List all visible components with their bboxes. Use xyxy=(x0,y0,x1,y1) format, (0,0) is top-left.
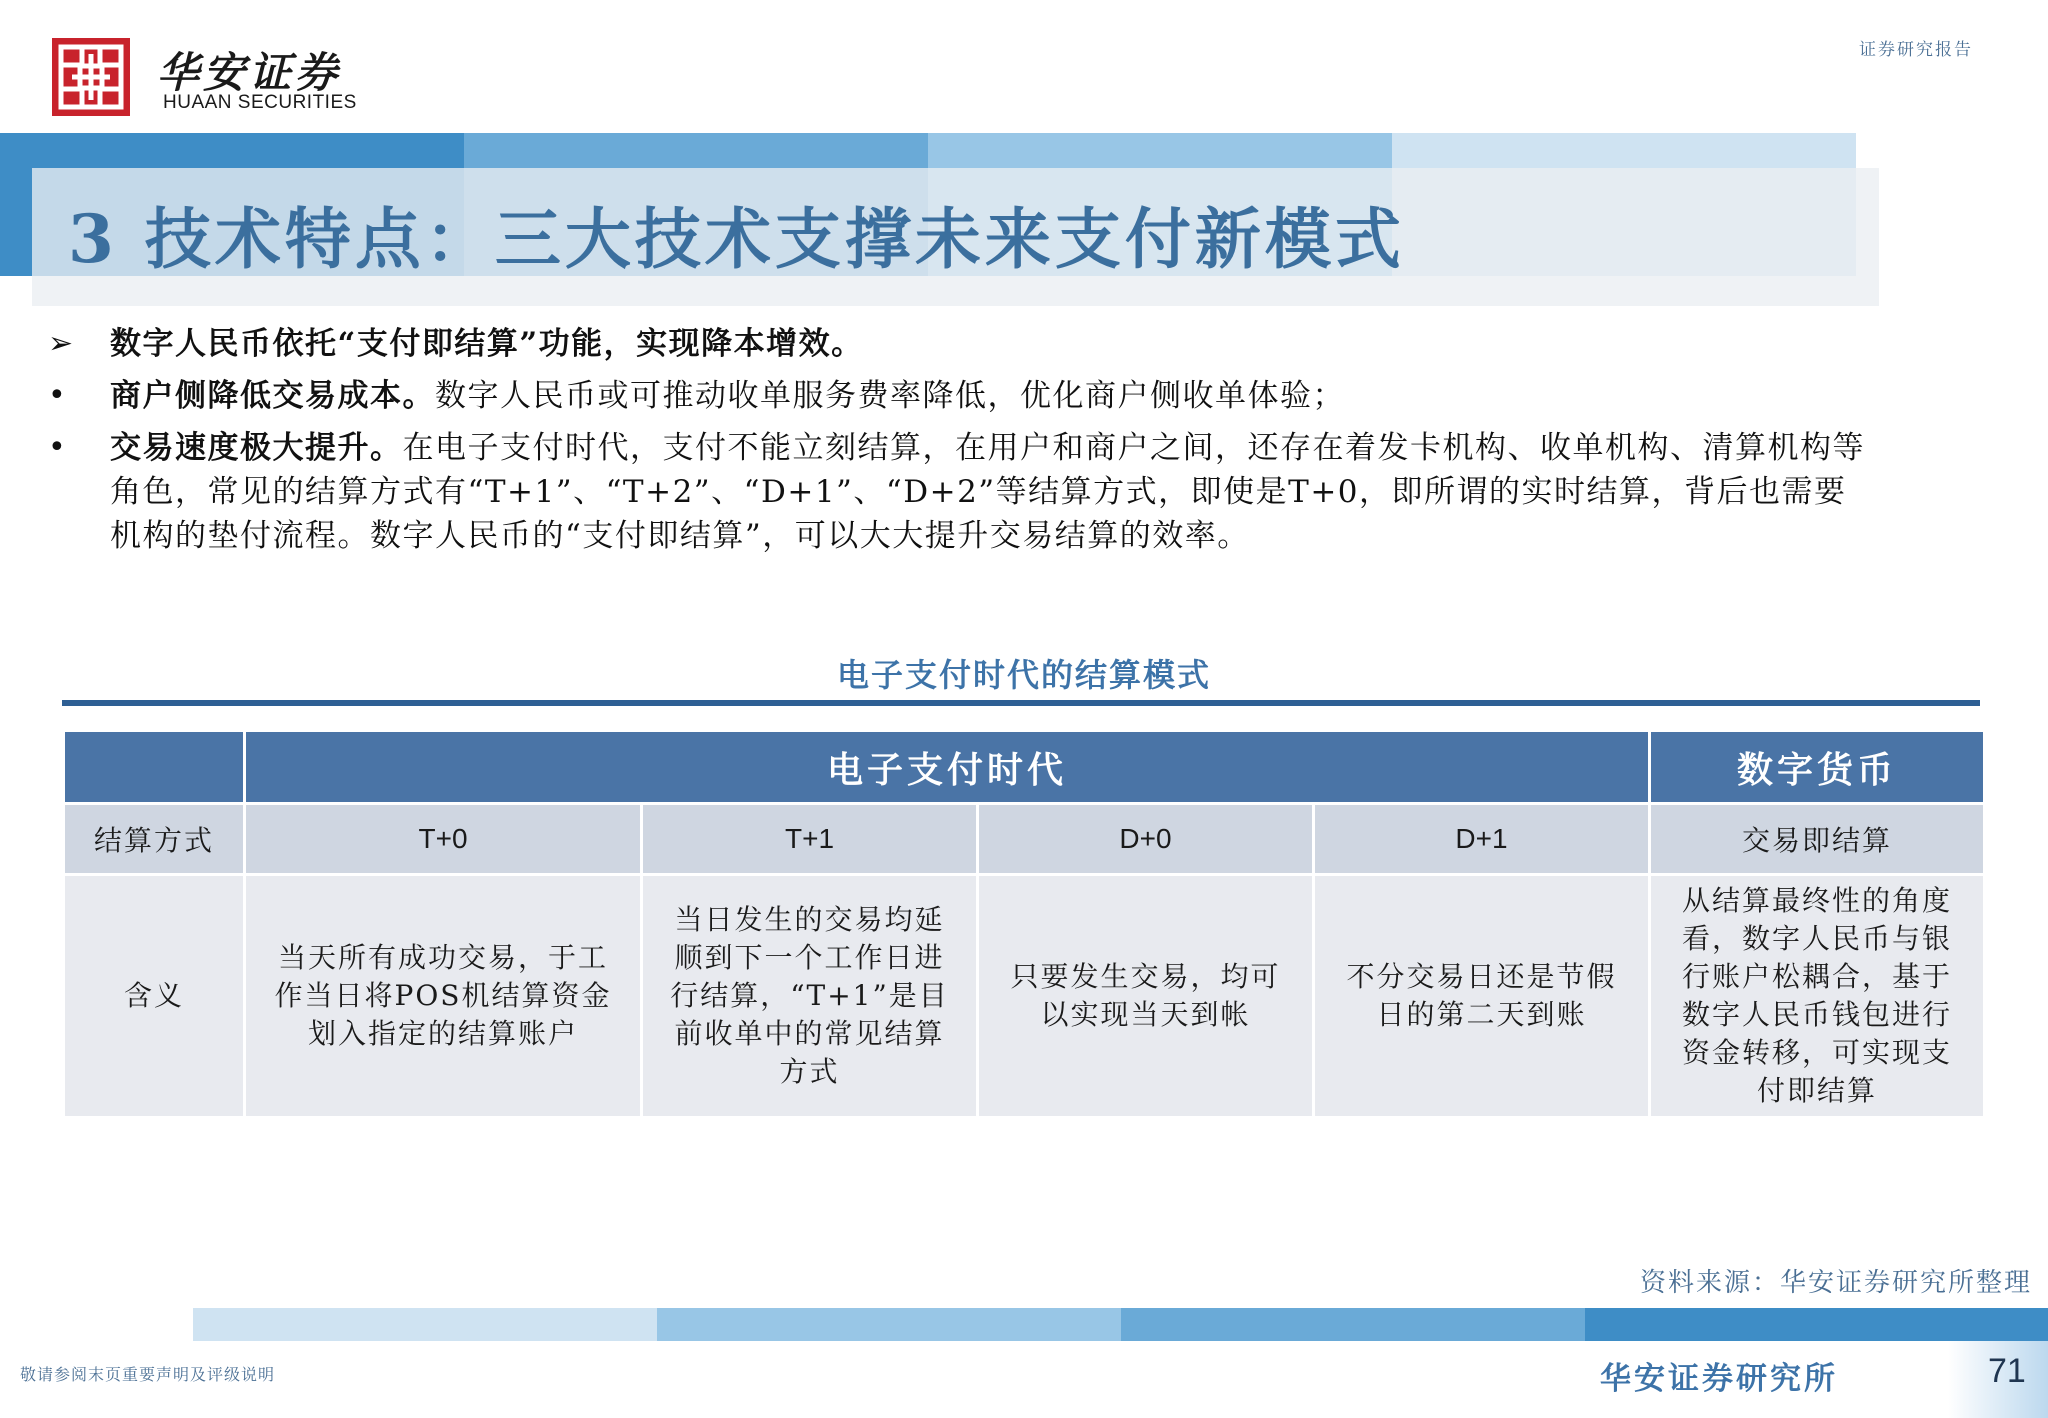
table-cell: D+1 xyxy=(1315,805,1648,873)
table-cell: T+0 xyxy=(246,805,640,873)
table-cell: 当天所有成功交易，于工作当日将POS机结算资金划入指定的结算账户 xyxy=(246,876,640,1116)
footer-band-segment xyxy=(657,1308,1121,1341)
bullet-text: 在电子支付时代，支付不能立刻结算，在用户和商户之间，还存在着发卡机构、收单机构、清算机构等角色，常见的结算方式有“T+1”、“T+2”、“D+1”、“D+2”等结算方式，即使是T+0，即所谓的实时结算，背后也需要机构的垫付流程。数字人民币的“支付即结算”，可以大大提升交易结算的效率。 xyxy=(110,430,1865,554)
footer-band-segment xyxy=(193,1308,657,1341)
page-number: 71 xyxy=(1988,1352,2026,1390)
header-electronic-payment: 电子支付时代 xyxy=(246,732,1648,802)
bullet-item xyxy=(48,426,1868,558)
logo-chinese-name: 华安证券 xyxy=(157,48,342,97)
dot-bullet-icon: • xyxy=(48,378,68,413)
table-title: 电子支付时代的结算模式 xyxy=(836,656,1211,694)
bullet-bold-text: 交易速度极大提升。 xyxy=(110,430,403,466)
logo-english-name: HUAAN SECURITIES xyxy=(163,92,357,113)
bullet-bold-text: 数字人民币依托“支付即结算”功能，实现降本增效。 xyxy=(110,326,864,362)
table-cell: 只要发生交易，均可以实现当天到帐 xyxy=(979,876,1312,1116)
table-cell: 当日发生的交易均延顺到下一个工作日进行结算，“T+1”是目前收单中的常见结算方式 xyxy=(643,876,976,1116)
table-header-row xyxy=(65,732,1983,802)
bullet-text: 数字人民币或可推动收单服务费率降低，优化商户侧收单体验； xyxy=(435,378,1345,414)
table-cell: 交易即结算 xyxy=(1651,805,1983,873)
dot-bullet-icon: • xyxy=(48,430,68,465)
table-cell: T+1 xyxy=(643,805,976,873)
disclaimer-text: 敬请参阅末页重要声明及评级说明 xyxy=(20,1365,276,1384)
header-blank-cell xyxy=(65,732,243,802)
table-cell: 不分交易日还是节假日的第二天到账 xyxy=(1315,876,1648,1116)
report-type-label: 证券研究报告 xyxy=(1859,40,1973,60)
bullet-list xyxy=(48,322,1868,566)
table-cell: D+0 xyxy=(979,805,1312,873)
row-label-settlement-method: 结算方式 xyxy=(65,805,243,873)
header-digital-currency: 数字货币 xyxy=(1651,732,1983,802)
bullet-bold-text: 商户侧降低交易成本。 xyxy=(110,378,435,414)
page-title: 3 技术特点：三大技术支撑未来支付新模式 xyxy=(68,200,1405,278)
bullet-item xyxy=(48,322,1868,366)
settlement-table xyxy=(62,729,1986,1119)
table-title-rule xyxy=(62,700,1980,706)
bullet-item xyxy=(48,374,1868,418)
table-cell: 从结算最终性的角度看，数字人民币与银行账户松耦合，基于数字人民币钱包进行资金转移，可实现支付即结算 xyxy=(1651,876,1983,1116)
footer-band-segment xyxy=(1585,1308,2048,1341)
row-label-meaning: 含义 xyxy=(65,876,243,1116)
footer-band-segment xyxy=(1121,1308,1585,1341)
table-row xyxy=(65,876,1983,1116)
institute-name: 华安证券研究所 xyxy=(1600,1361,1838,1397)
source-note: 资料来源：华安证券研究所整理 xyxy=(1639,1268,2032,1298)
table-row xyxy=(65,805,1983,873)
huaan-logo-icon xyxy=(52,38,130,116)
arrow-bullet-icon: ➢ xyxy=(48,326,75,361)
